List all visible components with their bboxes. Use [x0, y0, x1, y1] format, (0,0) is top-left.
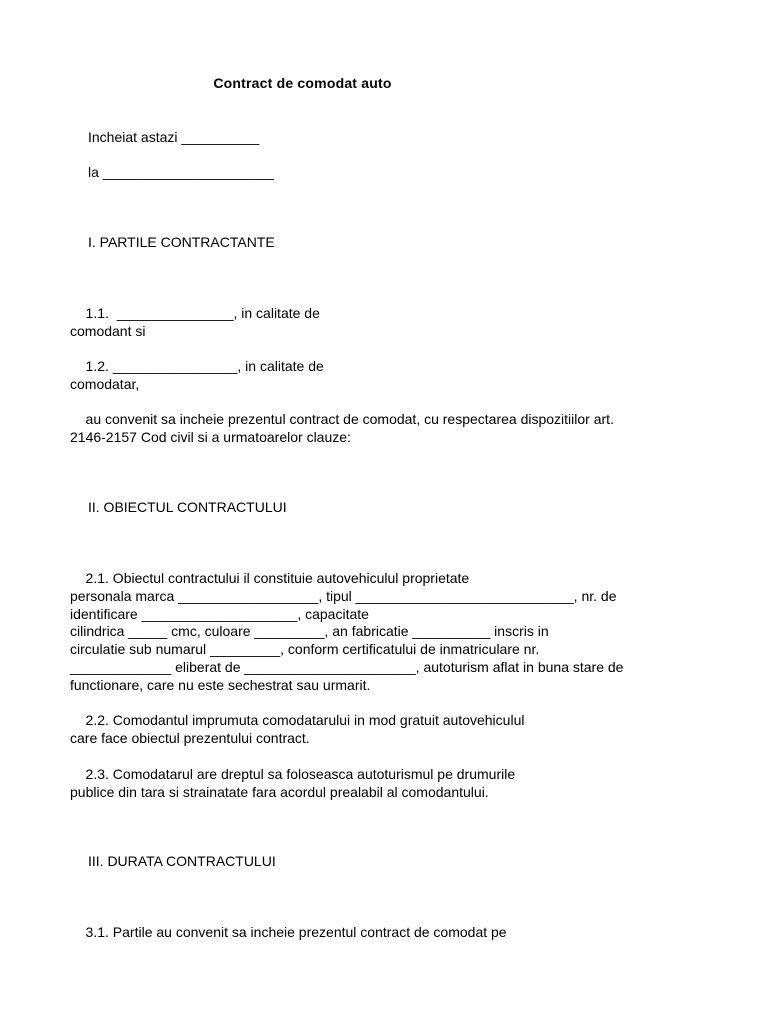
clause-2-2-line-1: 2.2. Comodantul imprumuta comodatarului in mod gratuit autovehiculul — [70, 712, 525, 728]
section-heading-object: II. OBIECTUL CONTRACTULUI — [88, 499, 287, 515]
clause-1-2-line-1: 1.2. ________________, in calitate de — [70, 358, 324, 374]
clause-2-1-line-1: 2.1. Obiectul contractului il constituie autovehiculul proprietate — [70, 570, 470, 586]
date-line: Incheiat astazi __________ — [88, 129, 260, 145]
clause-2-1-line-4: cilindrica _____ cmc, culoare _________, an fabricatie __________ inscris in — [70, 623, 549, 639]
agreement-line-1: au convenit sa incheie prezentul contract de comodat, cu respectarea dispozitiilor art. — [70, 411, 614, 427]
section-heading-duration: III. DURATA CONTRACTULUI — [88, 853, 276, 869]
document-title: Contract de comodat auto — [213, 75, 392, 91]
clause-2-1-line-2: personala marca __________________, tipul ____________________________, nr. de — [70, 588, 617, 604]
clause-2-1-line-5: circulatie sub numarul _________, conform certificatului de inmatriculare nr. — [70, 641, 540, 657]
clause-2-3-line-1: 2.3. Comodatarul are dreptul sa foloseasca autoturismul pe drumurile — [70, 766, 516, 782]
clause-3-1-line-1: 3.1. Partile au convenit sa incheie prezentul contract de comodat pe — [70, 924, 507, 940]
clause-2-2-line-2: care face obiectul prezentului contract. — [70, 730, 310, 746]
clause-1-1-line-1: 1.1. _______________, in calitate de — [70, 305, 320, 321]
clause-2-1-line-6: _____________ eliberat de ______________________, autoturism aflat in buna stare de — [70, 659, 624, 675]
agreement-line-2: 2146-2157 Cod civil si a urmatoarelor clauze: — [70, 429, 351, 445]
clause-2-3-line-2: publice din tara si strainatate fara acordul prealabil al comodantului. — [70, 784, 489, 800]
clause-2-1-line-7: functionare, care nu este sechestrat sau urmarit. — [70, 677, 371, 693]
section-heading-parties: I. PARTILE CONTRACTANTE — [88, 234, 275, 250]
clause-1-1-line-2: comodant si — [70, 323, 146, 339]
clause-2-1-line-3: identificare ____________________, capacitate — [70, 606, 369, 622]
place-line: la ______________________ — [88, 164, 275, 180]
clause-1-2-line-2: comodatar, — [70, 376, 140, 392]
